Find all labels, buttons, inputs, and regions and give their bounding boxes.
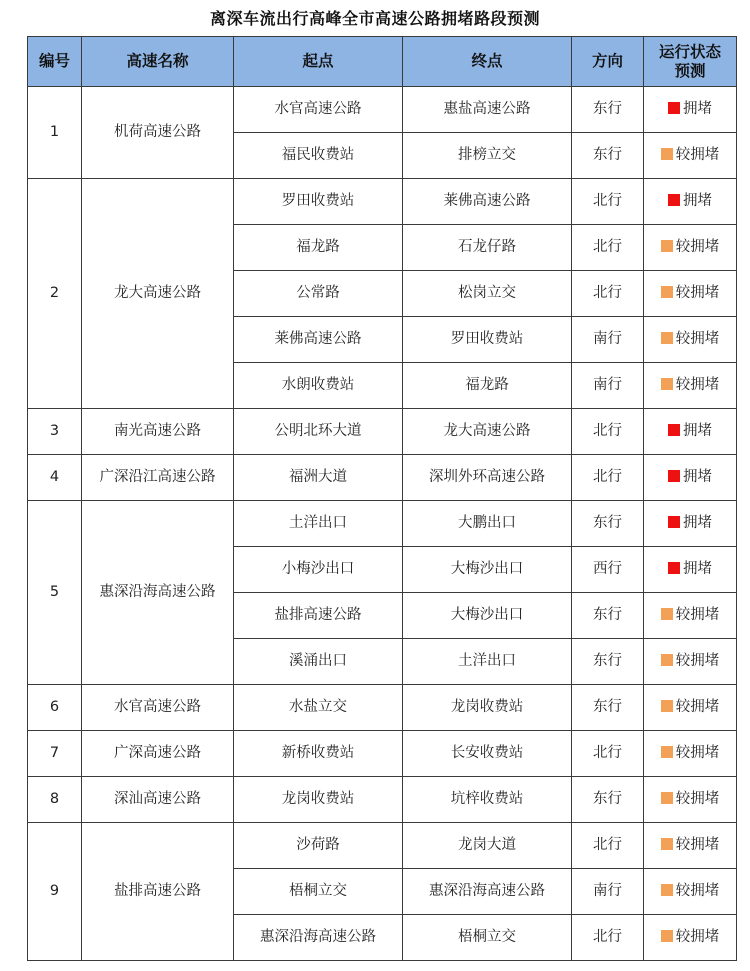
status-label: 较拥堵 <box>675 239 720 255</box>
cell-number: 5 <box>28 501 82 685</box>
status-square-icon <box>661 884 673 896</box>
cell-start: 新桥收费站 <box>234 731 403 777</box>
status-label: 较拥堵 <box>675 699 720 715</box>
cell-direction: 东行 <box>572 501 644 547</box>
cell-number: 2 <box>28 179 82 409</box>
cell-end: 土洋出口 <box>403 639 572 685</box>
cell-start: 龙岗收费站 <box>234 777 403 823</box>
cell-status <box>644 133 737 179</box>
status-square-icon <box>661 332 673 344</box>
cell-start: 土洋出口 <box>234 501 403 547</box>
cell-direction: 东行 <box>572 87 644 133</box>
cell-start: 沙荷路 <box>234 823 403 869</box>
cell-end: 龙岗收费站 <box>403 685 572 731</box>
cell-status <box>644 363 737 409</box>
cell-start: 公常路 <box>234 271 403 317</box>
cell-status <box>644 869 737 915</box>
header-status: 运行状态预测 <box>644 37 737 87</box>
table-row <box>28 501 737 547</box>
cell-start: 福民收费站 <box>234 133 403 179</box>
status-label: 较拥堵 <box>675 929 720 945</box>
cell-status <box>644 915 737 961</box>
cell-start: 罗田收费站 <box>234 179 403 225</box>
cell-end: 梧桐立交 <box>403 915 572 961</box>
cell-direction: 北行 <box>572 271 644 317</box>
header-start: 起点 <box>234 37 403 87</box>
cell-status <box>644 501 737 547</box>
status-label: 较拥堵 <box>675 745 720 761</box>
cell-direction: 南行 <box>572 363 644 409</box>
status-square-icon <box>668 470 680 482</box>
cell-status <box>644 271 737 317</box>
status-label: 较拥堵 <box>675 377 720 393</box>
status-square-icon <box>661 148 673 160</box>
status-label: 拥堵 <box>683 101 712 117</box>
table-row <box>28 823 737 869</box>
cell-status <box>644 317 737 363</box>
cell-end: 惠深沿海高速公路 <box>403 869 572 915</box>
cell-end: 大鹏出口 <box>403 501 572 547</box>
status-square-icon <box>661 700 673 712</box>
cell-direction: 北行 <box>572 915 644 961</box>
status-square-icon <box>668 516 680 528</box>
cell-direction: 东行 <box>572 593 644 639</box>
status-label: 拥堵 <box>683 193 712 209</box>
cell-direction: 南行 <box>572 317 644 363</box>
status-label: 拥堵 <box>683 469 712 485</box>
cell-number: 4 <box>28 455 82 501</box>
page-title: 离深车流出行高峰全市高速公路拥堵路段预测 <box>209 9 540 28</box>
cell-number: 1 <box>28 87 82 179</box>
cell-end: 惠盐高速公路 <box>403 87 572 133</box>
congestion-table <box>27 36 737 961</box>
cell-end: 莱佛高速公路 <box>403 179 572 225</box>
cell-status <box>644 777 737 823</box>
cell-start: 梧桐立交 <box>234 869 403 915</box>
cell-end: 大梅沙出口 <box>403 593 572 639</box>
cell-status <box>644 731 737 777</box>
table-row <box>28 731 737 777</box>
cell-start: 莱佛高速公路 <box>234 317 403 363</box>
cell-direction: 北行 <box>572 823 644 869</box>
cell-direction: 北行 <box>572 731 644 777</box>
status-square-icon <box>661 608 673 620</box>
status-square-icon <box>661 286 673 298</box>
status-label: 较拥堵 <box>675 791 720 807</box>
table-row <box>28 179 737 225</box>
status-label: 较拥堵 <box>675 883 720 899</box>
cell-start: 福龙路 <box>234 225 403 271</box>
cell-highway-name: 盐排高速公路 <box>82 823 234 961</box>
cell-start: 盐排高速公路 <box>234 593 403 639</box>
status-square-icon <box>661 792 673 804</box>
cell-number: 3 <box>28 409 82 455</box>
table-row <box>28 87 737 133</box>
cell-number: 9 <box>28 823 82 961</box>
status-label: 较拥堵 <box>675 837 720 853</box>
status-square-icon <box>661 838 673 850</box>
cell-end: 坑梓收费站 <box>403 777 572 823</box>
cell-status <box>644 409 737 455</box>
cell-direction: 东行 <box>572 685 644 731</box>
cell-highway-name: 龙大高速公路 <box>82 179 234 409</box>
cell-end: 排榜立交 <box>403 133 572 179</box>
cell-direction: 北行 <box>572 179 644 225</box>
cell-end: 深圳外环高速公路 <box>403 455 572 501</box>
cell-number: 8 <box>28 777 82 823</box>
cell-number: 6 <box>28 685 82 731</box>
cell-end: 罗田收费站 <box>403 317 572 363</box>
header-no: 编号 <box>28 37 82 87</box>
cell-end: 石龙仔路 <box>403 225 572 271</box>
cell-status <box>644 225 737 271</box>
cell-start: 公明北环大道 <box>234 409 403 455</box>
table-row <box>28 777 737 823</box>
status-label: 较拥堵 <box>675 653 720 669</box>
cell-start: 水朗收费站 <box>234 363 403 409</box>
header-row <box>28 37 737 87</box>
cell-status <box>644 685 737 731</box>
cell-direction: 北行 <box>572 455 644 501</box>
cell-end: 长安收费站 <box>403 731 572 777</box>
cell-direction: 东行 <box>572 777 644 823</box>
status-label: 较拥堵 <box>675 331 720 347</box>
cell-highway-name: 南光高速公路 <box>82 409 234 455</box>
status-square-icon <box>661 746 673 758</box>
cell-direction: 北行 <box>572 225 644 271</box>
cell-highway-name: 深汕高速公路 <box>82 777 234 823</box>
cell-highway-name: 水官高速公路 <box>82 685 234 731</box>
cell-number: 7 <box>28 731 82 777</box>
status-square-icon <box>661 930 673 942</box>
status-label: 拥堵 <box>683 561 712 577</box>
cell-start: 惠深沿海高速公路 <box>234 915 403 961</box>
cell-end: 大梅沙出口 <box>403 547 572 593</box>
status-square-icon <box>661 378 673 390</box>
cell-status <box>644 547 737 593</box>
cell-highway-name: 广深沿江高速公路 <box>82 455 234 501</box>
cell-highway-name: 机荷高速公路 <box>82 87 234 179</box>
cell-end: 福龙路 <box>403 363 572 409</box>
table-body <box>28 87 737 961</box>
cell-end: 松岗立交 <box>403 271 572 317</box>
cell-status <box>644 87 737 133</box>
cell-direction: 南行 <box>572 869 644 915</box>
table-row <box>28 455 737 501</box>
cell-start: 水盐立交 <box>234 685 403 731</box>
cell-end: 龙岗大道 <box>403 823 572 869</box>
cell-highway-name: 惠深沿海高速公路 <box>82 501 234 685</box>
status-label: 较拥堵 <box>675 285 720 301</box>
cell-start: 水官高速公路 <box>234 87 403 133</box>
cell-direction: 北行 <box>572 409 644 455</box>
status-square-icon <box>661 240 673 252</box>
cell-status <box>644 823 737 869</box>
status-square-icon <box>661 654 673 666</box>
status-square-icon <box>668 102 680 114</box>
header-direction: 方向 <box>572 37 644 87</box>
status-square-icon <box>668 194 680 206</box>
cell-status <box>644 639 737 685</box>
status-label: 较拥堵 <box>675 147 720 163</box>
status-square-icon <box>668 424 680 436</box>
header-name: 高速名称 <box>82 37 234 87</box>
cell-direction: 东行 <box>572 639 644 685</box>
table-row <box>28 685 737 731</box>
table-row <box>28 409 737 455</box>
cell-start: 福洲大道 <box>234 455 403 501</box>
status-square-icon <box>668 562 680 574</box>
cell-status <box>644 455 737 501</box>
cell-direction: 西行 <box>572 547 644 593</box>
cell-highway-name: 广深高速公路 <box>82 731 234 777</box>
header-end: 终点 <box>403 37 572 87</box>
cell-status <box>644 593 737 639</box>
cell-end: 龙大高速公路 <box>403 409 572 455</box>
cell-start: 小梅沙出口 <box>234 547 403 593</box>
status-label: 较拥堵 <box>675 607 720 623</box>
cell-start: 溪涌出口 <box>234 639 403 685</box>
cell-status <box>644 179 737 225</box>
cell-direction: 东行 <box>572 133 644 179</box>
status-label: 拥堵 <box>683 423 712 439</box>
status-label: 拥堵 <box>683 515 712 531</box>
